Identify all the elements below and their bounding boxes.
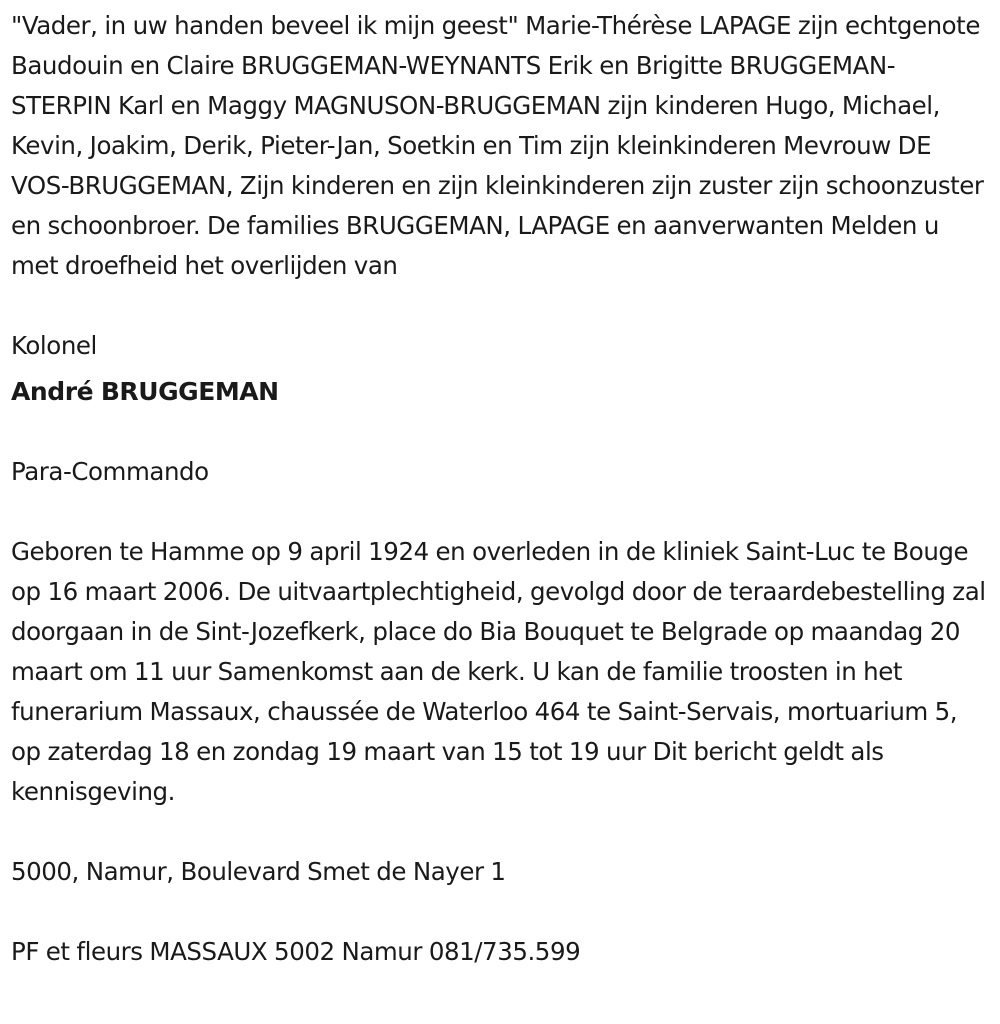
funeral-home-line: PF et fleurs MASSAUX 5002 Namur 081/735.599 [11, 937, 581, 966]
unit-label: Para-Commando [11, 457, 209, 486]
obituary-notice [11, 6, 986, 972]
deceased-name: André BRUGGEMAN [11, 377, 279, 406]
address-line: 5000, Namur, Boulevard Smet de Nayer 1 [11, 857, 506, 886]
details-paragraph: Geboren te Hamme op 9 april 1924 en overleden in de kliniek Saint-Luc te Bouge op 16 maart 2006. De uitvaartplechtigheid, gevolgd door de teraardebestelling zal doorgaan in de Sint-Jozefkerk, place do Bia Bouquet te Belgrade op maandag 20 maart om 11 uur Samenkomst aan de kerk. U kan de familie troosten in het funerarium Massaux, chaussée de Waterloo 464 te Saint-Servais, mortuarium 5, op zaterdag 18 en zondag 19 maart van 15 tot 19 uur Dit bericht geldt als kennisgeving. [11, 537, 986, 806]
rank-label: Kolonel [11, 331, 97, 360]
intro-paragraph: "Vader, in uw handen beveel ik mijn geest" Marie-Thérèse LAPAGE zijn echtgenote Baudouin en Claire BRUGGEMAN-WEYNANTS Erik en Brigitte BRUGGEMAN-STERPIN Karl en Maggy MAGNUSON-BRUGGEMAN zijn kinderen Hugo, Michael, Kevin, Joakim, Derik, Pieter-Jan, Soetkin en Tim zijn kleinkinderen Mevrouw DE VOS-BRUGGEMAN, Zijn kinderen en zijn kleinkinderen zijn zuster zijn schoonzuster en schoonbroer. De families BRUGGEMAN, LAPAGE en aanverwanten Melden u met droefheid het overlijden van [11, 11, 984, 280]
